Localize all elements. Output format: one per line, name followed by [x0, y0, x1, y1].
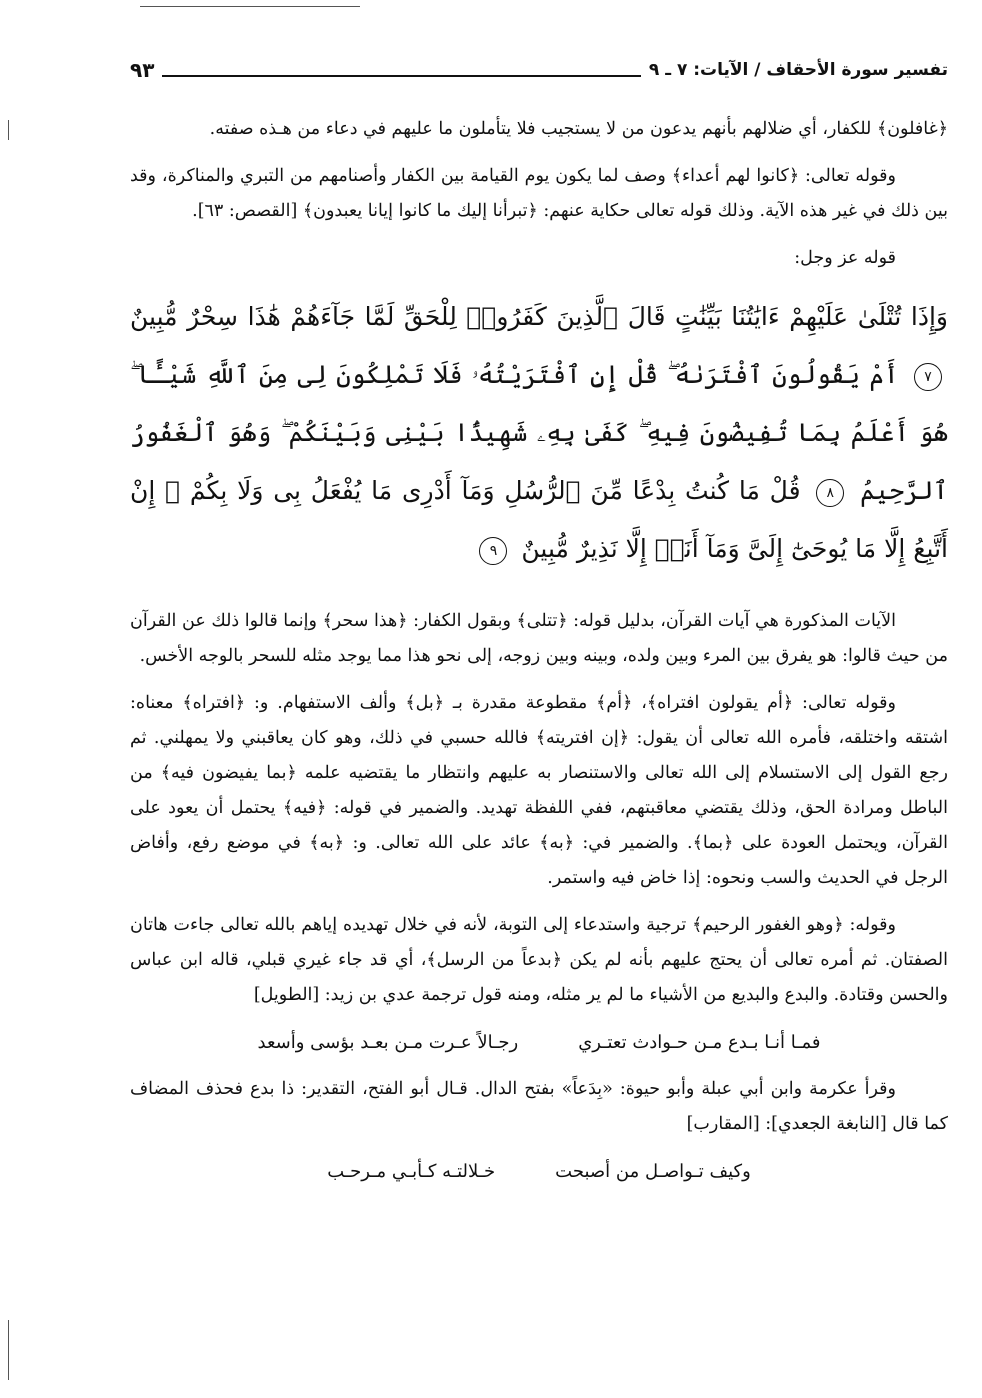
scan-edge-mark-left	[8, 120, 9, 140]
paragraph-6: وقوله: ﴿وهو الغفور الرحيم﴾ ترجية واستدعاء إلى التوبة، لأنه في خلال تهديده إياهم بالله تعالى جاءت هاتان الصفتان. ثم أمره تعالى أن يحتج عليهم بأنه لم يكن ﴿بدعاً من الرسل﴾، أي قد جاء غيري قبلي، قاله ابن عباس والحسن وقتادة. والبدع والبديع من الأشياء ما لم ير مثله، ومنه قول ترجمة عدي بن زيد: [الطويل]	[130, 915, 948, 1005]
verse-7-text: وَإِذَا تُتْلَىٰ عَلَيْهِمْ ءَايَٰتُنَا بَيِّنَٰتٍ قَالَ ٱلَّذِينَ كَفَرُوا۟ لِلْحَقِّ لَمَّا جَآءَهُمْ هَٰذَا سِحْرٌ مُّبِينٌ	[130, 302, 948, 331]
poem-verse-2	[130, 1154, 948, 1189]
running-title: تفسير سورة الأحقاف / الآيات: ٧ ـ ٩	[648, 60, 948, 80]
scan-edge-mark-top	[140, 6, 360, 7]
poem-verse-2-second-hemistich: خـلالتـه كـأبـي مـرحـب	[327, 1161, 496, 1182]
verse-8-marker: ٨	[816, 479, 844, 507]
verse-9-marker: ٩	[479, 537, 507, 565]
poem-verse-1	[130, 1025, 948, 1060]
paragraph-7: وقرأ عكرمة وابن أبي عبلة وأبو حيوة: «بِدَعاً» بفتح الدال. قـال أبو الفتح، التقدير: ذا بدع فحذف المضاف كما قال [النابغة الجعدي]: [المقارب]	[130, 1079, 948, 1134]
quran-verses	[130, 288, 948, 578]
page-number: ٩٣	[130, 58, 155, 82]
poem-verse-1-second-hemistich: رجـالاً عـرت مـن بعـد بؤسى وأسعد	[257, 1032, 519, 1053]
paragraph-4: الآيات المذكورة هي آيات القرآن، بدليل قوله: ﴿تتلى﴾ وبقول الكفار: ﴿هذا سحر﴾ وإنما قالوا ذلك عن القرآن من حيث قالوا: هو يفرق بين المرء وبين ولده، وبينه وبين زوجه، إلى نحو هذا مما يوجد مثله للسحر بالوجه الأخس.	[130, 611, 948, 666]
paragraph-1: ﴿غافلون﴾ للكفار، أي ضلالهم بأنهم يدعون من لا يستجيب فلا يتأملون ما عليهم في دعاء من هـذه صفته.	[209, 119, 948, 139]
running-header	[130, 52, 948, 88]
poem-verse-1-first-hemistich: فمـا أنـا بـدع مـن حـوادث تعتـري	[578, 1032, 821, 1053]
poem-verse-2-first-hemistich: وكيف تـواصـل من أصبحت	[555, 1161, 751, 1182]
paragraph-3: قوله عز وجل:	[794, 248, 896, 268]
verse-9-text: قُلْ مَا كُنتُ بِدْعًا مِّنَ ٱلرُّسُلِ وَمَآ أَدْرِى مَا يُفْعَلُ بِى وَلَا بِكُمْ ۖ إِنْ أَتَّبِعُ إِلَّا مَا يُوحَىٰٓ إِلَىَّ وَمَآ أَنَا۠ إِلَّا نَذِيرٌ مُّبِينٌ	[130, 476, 948, 563]
paragraph-2: وقوله تعالى: ﴿كانوا لهم أعداء﴾ وصف لما يكون يوم القيامة بين الكفار وأصنامهم من التبري والمناكرة، وقد بين ذلك في غير هذه الآية. وذلك قوله تعالى حكاية عنهم: ﴿تبرأنا إليك ما كانوا إيانا يعبدون﴾ [القصص: ٦٣].	[130, 166, 948, 221]
verse-8-text: أَمْ يَقُولُونَ ٱفْتَرَىٰهُ ۖ قُلْ إِنِ ٱفْتَرَيْتُهُۥ فَلَا تَمْلِكُونَ لِى مِنَ ٱللَّهِ شَيْـًٔا ۖ هُوَ أَعْلَمُ بِمَا تُفِيضُونَ فِيهِ ۖ كَفَىٰ بِهِۦ شَهِيدًۢا بَيْنِى وَبَيْنَكُمْ ۖ وَهُوَ ٱلْغَفُورُ ٱلرَّحِيمُ	[130, 360, 948, 505]
paragraph-5: وقوله تعالى: ﴿أم يقولون افتراه﴾، ﴿أم﴾ مقطوعة مقدرة بـ ﴿بل﴾ وألف الاستفهام. و: ﴿افتراه﴾ معناه: اشتقه واختلقه، فأمره الله تعالى أن يقول: ﴿إن افتريته﴾ فالله حسبي في ذلك، وهو كان يعاقبني ولا يمهلني. ثم رجع القول إلى الاستسلام إلى الله تعالى والاستنصار به عليهم وانتظار ما يقتضيه علمه ﴿بما يفيضون فيه﴾ من الباطل ومرادة الحق، وذلك يقتضي معاقبتهم، ففي اللفظة تهديد. والضمير في قوله: ﴿فيه﴾ يحتمل أن يعود على القرآن، ويحتمل العودة على ﴿بما﴾. والضمير في: ﴿به﴾ عائد على الله تعالى. و: ﴿به﴾ في موضع رفع، وأفاض الرجل في الحديث والسب ونحوه: إذا خاض فيه واستمر.	[130, 693, 948, 888]
page-body	[130, 112, 948, 1338]
scan-edge-mark-left-bottom	[8, 1320, 9, 1380]
verse-7-marker: ٧	[914, 363, 942, 391]
header-rule	[162, 75, 640, 77]
